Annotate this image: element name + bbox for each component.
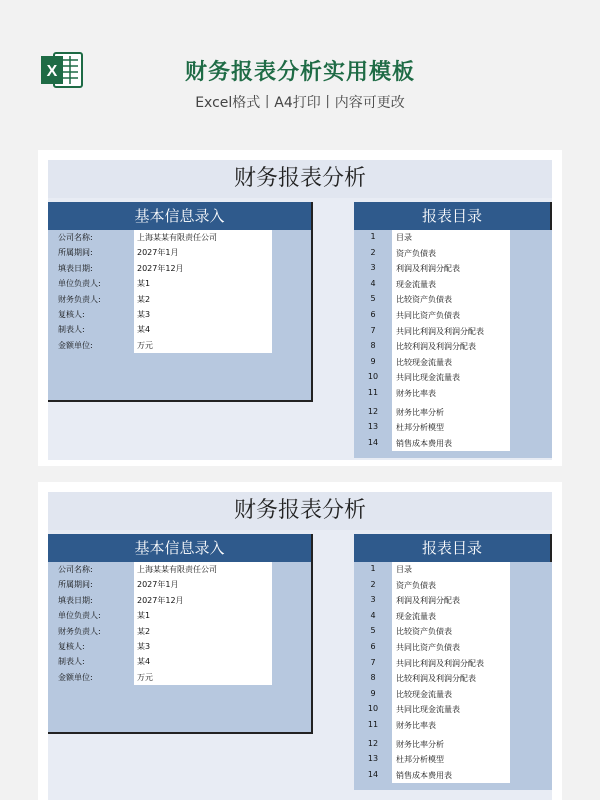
toc-number: 13 — [367, 422, 379, 432]
toc-item[interactable] — [354, 624, 552, 640]
info-value[interactable]: 2027年12月 — [134, 261, 272, 276]
info-row — [48, 639, 311, 654]
toc-number: 8 — [370, 673, 376, 683]
page-header — [0, 0, 600, 140]
basic-info-panel — [48, 202, 313, 402]
info-value[interactable]: 2027年1月 — [134, 245, 272, 260]
toc-item[interactable] — [354, 609, 552, 625]
toc-link[interactable]: 共同比现金流量表 — [392, 702, 510, 718]
info-row — [48, 562, 311, 577]
toc-number: 10 — [367, 704, 379, 714]
toc-item[interactable] — [354, 562, 552, 578]
toc-link[interactable]: 比较利润及利润分配表 — [392, 671, 510, 687]
info-value[interactable]: 万元 — [134, 670, 272, 685]
toc-item[interactable] — [354, 702, 552, 718]
toc-link[interactable]: 财务比率分析 — [392, 405, 510, 421]
basic-info-heading: 基本信息录入 — [48, 534, 311, 562]
toc-item[interactable] — [354, 308, 552, 324]
toc-link[interactable]: 资产负债表 — [392, 246, 510, 262]
info-value[interactable]: 某4 — [134, 322, 272, 337]
toc-item[interactable] — [354, 420, 552, 436]
toc-item[interactable] — [354, 355, 552, 371]
info-row — [48, 322, 311, 337]
info-value[interactable]: 某3 — [134, 639, 272, 654]
basic-info-heading: 基本信息录入 — [48, 202, 311, 230]
toc-item[interactable] — [354, 405, 552, 421]
toc-item[interactable] — [354, 737, 552, 753]
toc-item[interactable] — [354, 324, 552, 340]
toc-link[interactable]: 比较资产负债表 — [392, 624, 510, 640]
toc-link[interactable]: 销售成本费用表 — [392, 768, 510, 784]
info-label: 公司名称: — [58, 233, 93, 242]
sheet-preview-card-2 — [38, 482, 562, 800]
info-label: 金额单位: — [58, 672, 93, 682]
toc-number: 9 — [370, 356, 376, 366]
info-row — [48, 338, 311, 353]
toc-link[interactable]: 比较资产负债表 — [392, 292, 510, 308]
info-label: 金额单位: — [58, 340, 93, 350]
toc-item[interactable] — [354, 339, 552, 355]
sheet-area — [48, 492, 552, 800]
info-value[interactable]: 某1 — [134, 608, 272, 623]
toc-number: 12 — [367, 738, 379, 748]
info-label: 财务负责人: — [58, 294, 101, 304]
toc-number: 4 — [370, 278, 376, 288]
report-toc-heading: 报表目录 — [354, 202, 552, 230]
toc-item[interactable] — [354, 768, 552, 784]
toc-item[interactable] — [354, 718, 552, 734]
sheet-title: 财务报表分析 — [48, 492, 552, 530]
toc-link[interactable]: 资产负债表 — [392, 578, 510, 594]
toc-item[interactable] — [354, 593, 552, 609]
info-row — [48, 577, 311, 592]
toc-link[interactable]: 财务比率分析 — [392, 737, 510, 753]
toc-link[interactable]: 利润及利润分配表 — [392, 593, 510, 609]
toc-item[interactable] — [354, 370, 552, 386]
toc-number: 12 — [367, 406, 379, 416]
toc-number: 5 — [370, 626, 376, 636]
toc-item[interactable] — [354, 640, 552, 656]
report-toc-panel — [354, 202, 552, 458]
toc-link[interactable]: 共同比现金流量表 — [392, 370, 510, 386]
toc-number: 6 — [370, 309, 376, 319]
info-row — [48, 292, 311, 307]
toc-item[interactable] — [354, 261, 552, 277]
toc-link[interactable]: 财务比率表 — [392, 718, 510, 734]
toc-link[interactable]: 销售成本费用表 — [392, 436, 510, 452]
report-toc-panel — [354, 534, 552, 790]
info-row — [48, 276, 311, 291]
info-label: 公司名称: — [58, 565, 93, 574]
info-row — [48, 608, 311, 623]
info-row — [48, 593, 311, 608]
toc-link[interactable]: 比较现金流量表 — [392, 687, 510, 703]
toc-number: 11 — [367, 719, 379, 729]
info-row — [48, 230, 311, 245]
toc-link[interactable]: 现金流量表 — [392, 277, 510, 293]
info-value[interactable]: 某3 — [134, 307, 272, 322]
toc-link[interactable]: 比较利润及利润分配表 — [392, 339, 510, 355]
info-label: 单位负责人: — [58, 279, 101, 289]
info-label: 所属期间: — [58, 580, 93, 590]
toc-number: 13 — [367, 754, 379, 764]
toc-number: 2 — [370, 579, 376, 589]
toc-number: 2 — [370, 247, 376, 257]
info-value[interactable]: 某2 — [134, 292, 272, 307]
toc-link[interactable]: 目录 — [392, 562, 510, 578]
toc-item[interactable] — [354, 246, 552, 262]
toc-item[interactable] — [354, 656, 552, 672]
toc-item[interactable] — [354, 230, 552, 246]
excel-logo-letter: X — [46, 63, 58, 80]
toc-item[interactable] — [354, 671, 552, 687]
info-value[interactable]: 某4 — [134, 654, 272, 669]
info-label: 所属期间: — [58, 248, 93, 258]
toc-number: 3 — [370, 595, 376, 605]
sheet-title: 财务报表分析 — [48, 160, 552, 198]
toc-number: 4 — [370, 610, 376, 620]
info-value[interactable]: 2027年1月 — [134, 577, 272, 592]
toc-number: 14 — [367, 437, 379, 447]
toc-number: 11 — [367, 387, 379, 397]
toc-link[interactable]: 杜邦分析模型 — [392, 420, 510, 436]
info-value[interactable]: 2027年12月 — [134, 593, 272, 608]
page-subtitle: Excel格式丨A4打印丨内容可更改 — [195, 95, 405, 111]
toc-item[interactable] — [354, 277, 552, 293]
toc-link[interactable]: 目录 — [392, 230, 510, 246]
info-row — [48, 654, 311, 669]
info-row — [48, 624, 311, 639]
info-label: 制表人: — [58, 657, 85, 667]
report-toc-heading: 报表目录 — [354, 534, 552, 562]
toc-link[interactable]: 比较现金流量表 — [392, 355, 510, 371]
info-row — [48, 307, 311, 322]
toc-link[interactable]: 共同比资产负债表 — [392, 308, 510, 324]
toc-number: 1 — [370, 564, 376, 573]
toc-number: 7 — [370, 325, 376, 335]
toc-item[interactable] — [354, 436, 552, 452]
info-value[interactable]: 某2 — [134, 624, 272, 639]
toc-number: 5 — [370, 294, 376, 304]
info-value[interactable]: 万元 — [134, 338, 272, 353]
info-value[interactable]: 上海某某有限责任公司 — [134, 562, 272, 577]
info-label: 填表日期: — [58, 595, 93, 605]
toc-link[interactable]: 共同比利润及利润分配表 — [392, 656, 510, 672]
sheet-area — [48, 160, 552, 460]
sheet-preview-card-1 — [38, 150, 562, 466]
toc-link[interactable]: 共同比资产负债表 — [392, 640, 510, 656]
toc-item[interactable] — [354, 292, 552, 308]
info-row — [48, 670, 311, 685]
toc-number: 6 — [370, 641, 376, 651]
toc-number: 8 — [370, 341, 376, 351]
toc-number: 9 — [370, 688, 376, 698]
toc-link[interactable]: 利润及利润分配表 — [392, 261, 510, 277]
info-label: 填表日期: — [58, 263, 93, 273]
info-label: 复核人: — [58, 641, 85, 651]
toc-link[interactable]: 财务比率表 — [392, 386, 510, 402]
toc-number: 14 — [367, 769, 379, 779]
info-label: 复核人: — [58, 309, 85, 319]
info-value[interactable]: 上海某某有限责任公司 — [134, 230, 272, 245]
toc-link[interactable]: 现金流量表 — [392, 609, 510, 625]
page-title: 财务报表分析实用模板 — [184, 60, 415, 85]
basic-info-panel — [48, 534, 313, 734]
info-label: 财务负责人: — [58, 626, 101, 636]
toc-item[interactable] — [354, 386, 552, 402]
toc-number: 1 — [370, 232, 376, 241]
info-value[interactable]: 某1 — [134, 276, 272, 291]
info-row — [48, 261, 311, 276]
toc-item[interactable] — [354, 752, 552, 768]
toc-link[interactable]: 杜邦分析模型 — [392, 752, 510, 768]
info-label: 单位负责人: — [58, 611, 101, 621]
toc-item[interactable] — [354, 687, 552, 703]
toc-link[interactable]: 共同比利润及利润分配表 — [392, 324, 510, 340]
toc-item[interactable] — [354, 578, 552, 594]
info-label: 制表人: — [58, 325, 85, 335]
toc-number: 3 — [370, 263, 376, 273]
info-row — [48, 245, 311, 260]
toc-number: 10 — [367, 372, 379, 382]
toc-number: 7 — [370, 657, 376, 667]
